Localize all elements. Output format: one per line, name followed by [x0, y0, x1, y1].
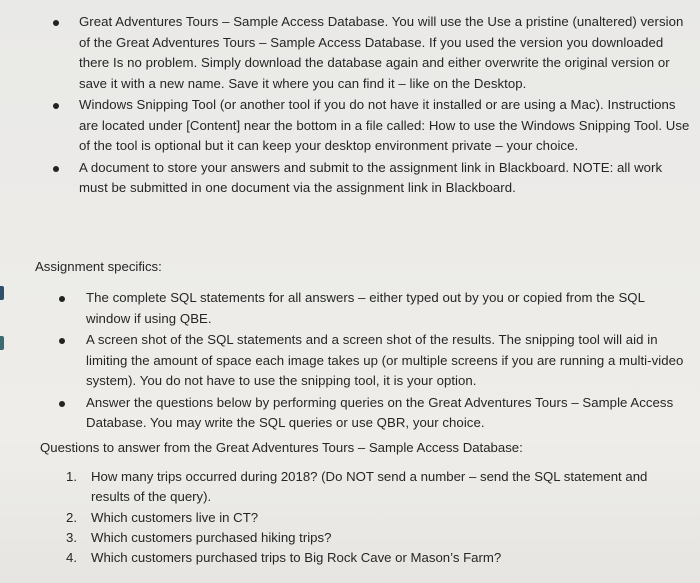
list-item	[79, 158, 691, 199]
questions-heading: Questions to answer from the Great Adventures Tours – Sample Access Database:	[40, 440, 523, 455]
bullet-text: Great Adventures Tours – Sample Access Database. You will use the Use a pristine (unaltered) version of the Great Adventures Tours – Sample Access Database. If you used the version you downloaded there Is no problem. Simply download the database again and either overwrite the original version or save it with a new name. Save it where you can find it – like on the Desktop.	[79, 14, 684, 91]
assignment-specifics-heading: Assignment specifics:	[35, 259, 162, 274]
question-text: How many trips occurred during 2018? (Do NOT send a number – send the SQL statement and results of the query).	[91, 469, 648, 504]
bullet-icon	[53, 20, 59, 26]
list-item	[79, 95, 691, 157]
bullet-text: Windows Snipping Tool (or another tool if you do not have it installed or are using a Mac). Instructions are located under [Content] near the bottom in a file called: How to use the Windows Snipping Tool. Use of the tool is optional but it can keep your desktop environment private – your choice.	[79, 97, 690, 153]
bullet-icon	[53, 103, 59, 109]
bullet-icon	[59, 401, 65, 407]
list-item	[86, 393, 686, 434]
question-number: 3.	[66, 530, 77, 545]
question-item	[66, 467, 676, 507]
question-number: 2.	[66, 510, 77, 525]
bullet-text: Answer the questions below by performing queries on the Great Adventures Tours – Sample Access Database. You may write the SQL queries or use QBR, your choice.	[86, 394, 674, 430]
requirements-list	[79, 12, 691, 199]
question-number: 1.	[66, 469, 77, 484]
bullet-icon	[53, 166, 59, 172]
question-text: Which customers live in CT?	[91, 510, 259, 525]
question-item	[66, 508, 676, 528]
list-item	[86, 288, 686, 329]
question-item	[66, 528, 676, 548]
left-edge-marker-secondary	[0, 336, 4, 350]
bullet-icon	[59, 296, 65, 302]
bullet-icon	[59, 338, 65, 344]
bullet-text: A screen shot of the SQL statements and a screen shot of the results. The snipping tool will aid in limiting the amount of space each image takes up (or multiple screens if you are running a multi-video system). You do not have to use the snipping tool, it is your option.	[86, 332, 684, 388]
left-edge-marker	[0, 286, 4, 300]
list-item	[86, 330, 686, 392]
list-item	[79, 12, 691, 94]
assignment-specifics-list	[86, 288, 686, 434]
question-number: 4.	[66, 550, 77, 565]
question-text: Which customers purchased hiking trips?	[91, 530, 332, 545]
question-item	[66, 548, 676, 568]
bullet-text: The complete SQL statements for all answers – either typed out by you or copied from the SQL window if using QBE.	[86, 290, 645, 326]
question-text: Which customers purchased trips to Big Rock Cave or Mason’s Farm?	[91, 550, 502, 565]
questions-list	[66, 467, 676, 568]
bullet-text: A document to store your answers and submit to the assignment link in Blackboard. NOTE: all work must be submitted in one document via the assignment link in Blackboard.	[79, 159, 663, 195]
